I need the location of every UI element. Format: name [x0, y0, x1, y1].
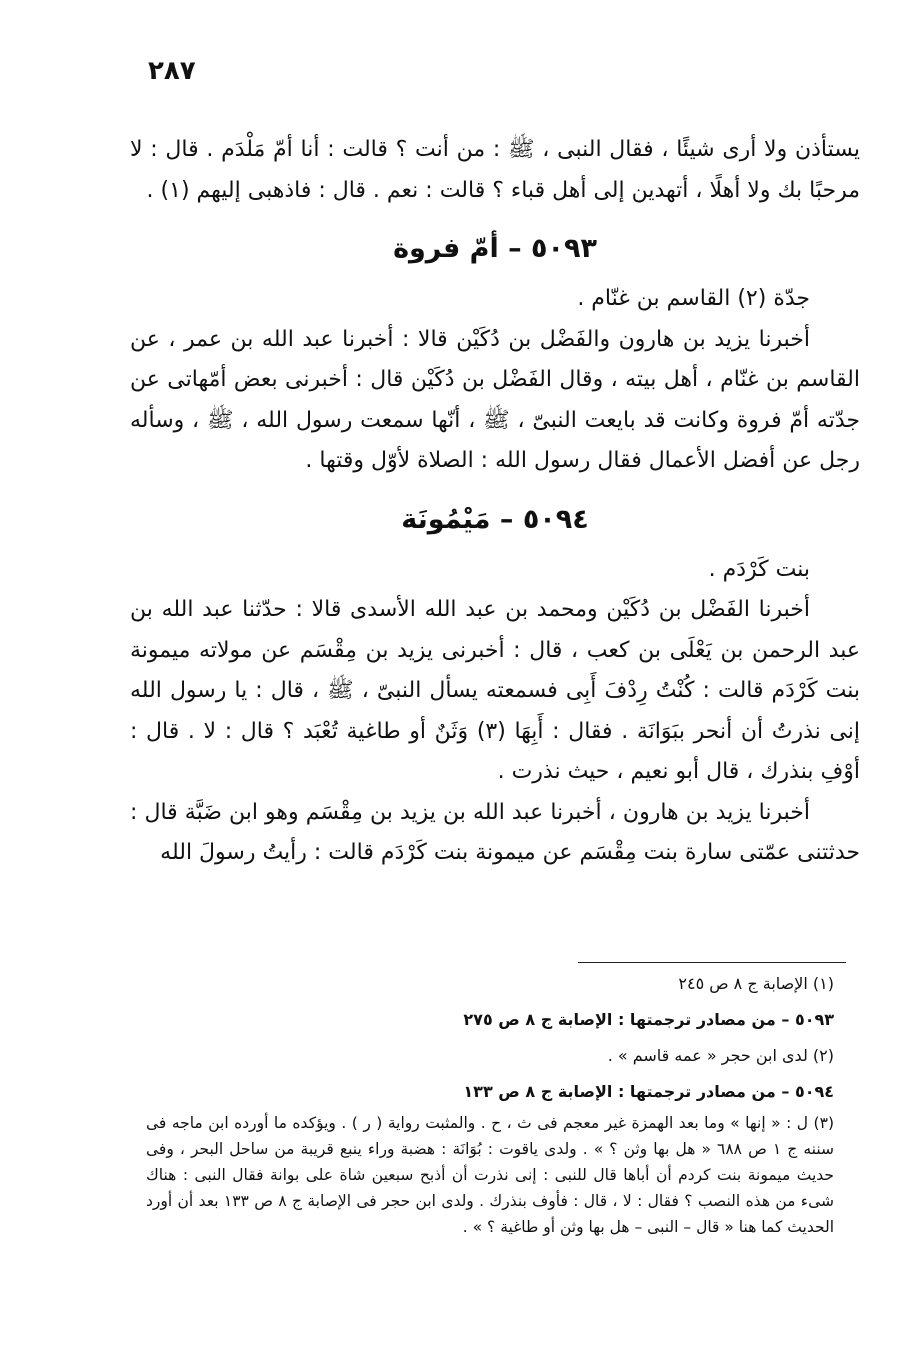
- footnote-divider: [578, 962, 846, 963]
- footnotes: [146, 966, 856, 1240]
- main-text: [130, 130, 860, 874]
- entry-heading-5094: ٥٠٩٤ – مَيْمُونَة: [401, 503, 589, 535]
- paragraph-continuation: يستأذن ولا أرى شيئًا ، فقال النبى ، ﷺ : من أنت ؟ قالت : أنا أمّ مَلْدَم . قال : لا مرحبًا بك ولا أهلًا ، أتهدين إلى أهل قباء ؟ قالت : نعم . قال : فاذهبى إليهم (١) .: [130, 137, 860, 203]
- hadith-paragraph: أخبرنا يزيد بن هارون ، أخبرنا عبد الله بن يزيد بن مِقْسَم وهو ابن ضَبَّة قال : حدثتنى عمّتى سارة بنت مِقْسَم عن ميمونة بنت كَرْدَم قالت : رأيتُ رسولَ الله: [130, 799, 860, 865]
- hadith-paragraph: أخبرنا الفَضْل بن دُكَيْن ومحمد بن عبد الله الأسدى قالا : حدّثنا عبد الله بن عبد الرحمن بن يَعْلَى بن كعب ، قال : أخبرنى يزيد بن مِقْسَم عن مولاته ميمونة بنت كَرْدَم قالت : كُنْتُ رِدْفَ أَبِى فسمعته يسأل النبىّ ، ﷺ ، قال : يا رسول الله إنى نذرتُ أن أنحر ببَوَانَة . فقال : أَبِهَا (٣) وَثَنٌ أو طاغية تُعْبَد ؟ قال : لا . قال : أوْفِ بنذرك ، قال أبو نعيم ، حيث نذرت .: [130, 597, 860, 784]
- entry-heading-5093: ٥٠٩٣ – أمّ فروة: [393, 233, 597, 264]
- footnote-sources-5094: ٥٠٩٤ – من مصادر ترجمتها : الإصابة ج ٨ ص ١٣٣: [463, 1082, 834, 1101]
- entry-lineage: بنت كَرْدَم .: [708, 556, 810, 582]
- footnote-3: (٣) ل : « إنها » وما بعد الهمزة غير معجم فى ث ، ح . والمثبت رواية ( ر ) . ويؤكده ما أورده ابن ماجه فى سننه ج ١ ص ٦٨٨ « هل بها وثن ؟ » . ولدى ياقوت : بُوَانَة : هضبة وراء ينبع قريبة من ساحل البحر ، وفى حديث ميمونة بنت كردم أن أباها قال للنبى : إنى نذرت أن أذبح سبعين شاة على بوانة فقال النبى : هناك شىء من هذه النصب ؟ فقال : لا ، قال : فأوف بنذرك . ولدى ابن حجر فى الإصابة ج ٨ ص ١٣٣ بعد أن أورد الحديث كما هنا « قال – النبى – هل بها وثن أو طاغية ؟ » .: [146, 1114, 835, 1236]
- page-number: ٢٨٧: [148, 56, 196, 86]
- footnote-1: (١) الإصابة ج ٨ ص ٢٤٥: [678, 974, 834, 993]
- footnote-sources-5093: ٥٠٩٣ – من مصادر ترجمتها : الإصابة ج ٨ ص ٢٧٥: [463, 1010, 834, 1029]
- footnote-2: (٢) لدى ابن حجر « عمه قاسم » .: [607, 1046, 834, 1065]
- entry-lineage: جدّة (٢) القاسم بن غنّام .: [577, 286, 810, 311]
- hadith-paragraph: أخبرنا يزيد بن هارون والفَضْل بن دُكَيْن قالا : أخبرنا عبد الله بن عمر ، عن القاسم بن غنّام ، أهل بيته ، وقال الفَضْل بن دُكَيْن قال : أخبرنى بعض أمّهاتى عن جدّته أمّ فروة وكانت قد بايعت النبىّ ، ﷺ ، أنّها سمعت رسول الله ، ﷺ ، وسأله رجل عن أفضل الأعمال فقال رسول الله : الصلاة لأوّل وقتها .: [130, 326, 860, 473]
